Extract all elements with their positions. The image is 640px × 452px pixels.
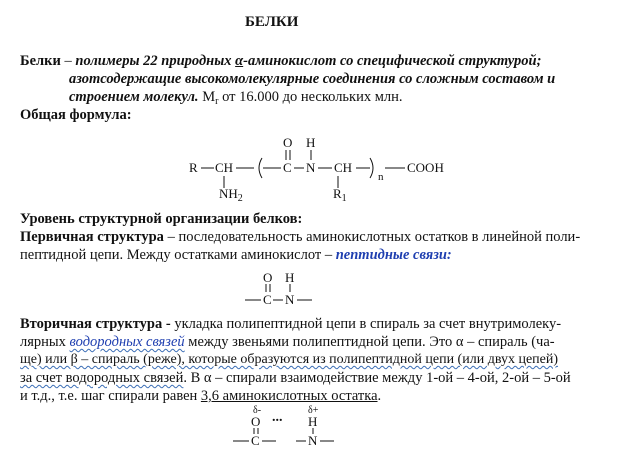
peptide-n: N [285, 292, 295, 307]
term-secondary: Вторичная структура - [20, 316, 171, 332]
formula-ch1: CH [215, 160, 234, 175]
definition-line-3: строением молекул. $M_r$ от 16.000 до нескольких млн. [69, 89, 403, 107]
levels-heading: Уровень структурной организации белков: [20, 211, 303, 227]
peptide-o: O [263, 270, 273, 285]
definition-line-2: азотсодержащие высокомолекулярные соединения со сложным составом и [69, 71, 556, 87]
secondary-line-1: Вторичная структура - укладка полипептидной цепи в спираль за счет внутримолеку- [20, 316, 562, 332]
secondary-line-4: за счет водородных связей. В α – спирали взаимодействие между 1-ой – 4-ой, 2-ой – 5-ой [20, 370, 571, 386]
formula-n-subscript: n [378, 171, 384, 183]
paren-right [370, 158, 373, 178]
peptide-c: C [263, 292, 272, 307]
formula-r: R [189, 160, 198, 175]
hbond-c: C [251, 433, 260, 448]
formula-r1: $R_1$ [333, 186, 347, 204]
paren-left [259, 158, 262, 178]
formula-ch2: CH [334, 160, 353, 175]
primary-line-2: пептидной цепи. Между остатками аминокислот – пептидные связи: [20, 247, 452, 263]
hbond-h: H [308, 414, 318, 429]
secondary-line-2: лярных водородных связей между звеньями полипептидной цепи. Это α – спираль (ча- [20, 334, 555, 350]
secondary-line-5: и т.д., т.е. шаг спирали равен 3,6 аминокислотных остатка. [20, 388, 382, 404]
hydrogen-bonds-link: водородных связей [69, 334, 185, 350]
term-primary: Первичная структура [20, 229, 164, 245]
formula-o: O [283, 135, 293, 150]
hbond-o: O [251, 414, 261, 429]
general-formula-label: Общая формула: [20, 107, 132, 123]
formula-h: H [306, 135, 316, 150]
delta-plus: δ+ [308, 405, 319, 416]
hbond-n: N [308, 433, 318, 448]
formula-n: N [306, 160, 316, 175]
formula-nh2: $NH_2$ [219, 186, 243, 204]
definition-line-1: Белки – полимеры 22 природных α-аминокислот со специфической структурой; [20, 53, 542, 69]
term-proteins: Белки [20, 53, 61, 69]
formula-c: C [283, 160, 292, 175]
peptide-bonds-link: пептидные связи: [335, 247, 452, 263]
formula-cooh: COOH [407, 160, 444, 175]
alpha-symbol: α [235, 53, 244, 69]
delta-minus: δ- [253, 405, 262, 416]
hbond-dots: ... [272, 410, 283, 425]
page-title: БЕЛКИ [245, 14, 299, 30]
secondary-line-3: ще) или β – спираль (реже), которые образуются из полипептидной цепи (или двух цепей) [20, 352, 559, 367]
primary-line-1: Первичная структура – последовательность аминокислотных остатков в линейной поли- [20, 229, 581, 245]
peptide-h: H [285, 270, 295, 285]
